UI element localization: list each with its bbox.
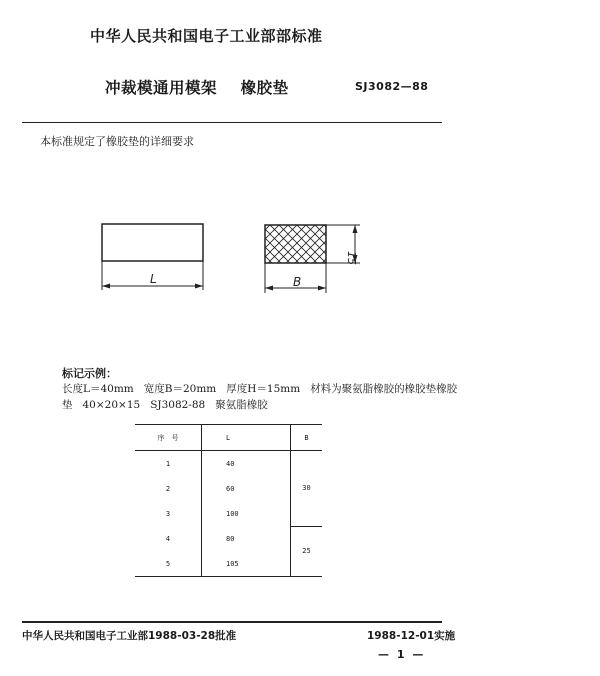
dimension-table bbox=[135, 424, 322, 577]
table-row bbox=[135, 451, 322, 477]
example-width: 宽度B＝20mm bbox=[143, 383, 217, 395]
document-title: 冲裁模通用模架 橡胶垫 bbox=[105, 79, 289, 97]
approval-note: 中华人民共和国电子工业部1988-03-28批准 bbox=[22, 630, 237, 642]
cell-b-group: 25 bbox=[302, 547, 311, 556]
implementation-date: 1988-12-01实施 bbox=[367, 630, 456, 642]
cell-l: 105 bbox=[202, 551, 291, 577]
example-line-1 bbox=[62, 381, 457, 396]
example-heading: 标记示例： bbox=[62, 367, 117, 380]
example-length: 长度L＝40mm bbox=[62, 383, 134, 395]
dimension-label-width: B bbox=[293, 275, 302, 289]
example-material: 材料为聚氨脂橡胶的橡胶垫橡胶 bbox=[310, 383, 458, 395]
table-row bbox=[135, 526, 322, 551]
dimension-label-length: L bbox=[150, 272, 157, 286]
col-header-b: B bbox=[291, 425, 323, 451]
table-header-row bbox=[135, 425, 322, 451]
cell-l: 80 bbox=[202, 526, 291, 551]
cell-l: 100 bbox=[202, 501, 291, 526]
col-header-no: 序 号 bbox=[135, 425, 202, 451]
cell-no: 2 bbox=[135, 476, 202, 501]
page-number: — 1 — bbox=[378, 648, 426, 661]
footer-rule bbox=[22, 621, 442, 623]
cell-no: 3 bbox=[135, 501, 202, 526]
cell-no: 5 bbox=[135, 551, 202, 577]
ministry-standard-heading: 中华人民共和国电子工业部部标准 bbox=[90, 27, 323, 45]
example-std: SJ3082-88 bbox=[150, 399, 206, 411]
cell-l: 40 bbox=[202, 451, 291, 477]
cell-b-group: 30 bbox=[291, 451, 323, 527]
cell-l: 60 bbox=[202, 476, 291, 501]
example-material-2: 聚氨脂橡胶 bbox=[215, 399, 268, 411]
dimension-label-thickness: 15 bbox=[345, 251, 358, 265]
example-thickness: 厚度H＝15mm bbox=[226, 383, 301, 395]
scope-statement: 本标准规定了橡胶垫的详细要求 bbox=[40, 135, 194, 148]
cell-no: 1 bbox=[135, 451, 202, 477]
example-spec: 40×20×15 bbox=[82, 399, 141, 411]
standard-number: SJ3082—88 bbox=[355, 80, 429, 93]
example-line-2 bbox=[62, 397, 268, 412]
cell-no: 4 bbox=[135, 526, 202, 551]
example-word: 垫 bbox=[62, 399, 73, 411]
col-header-l: L bbox=[202, 425, 291, 451]
